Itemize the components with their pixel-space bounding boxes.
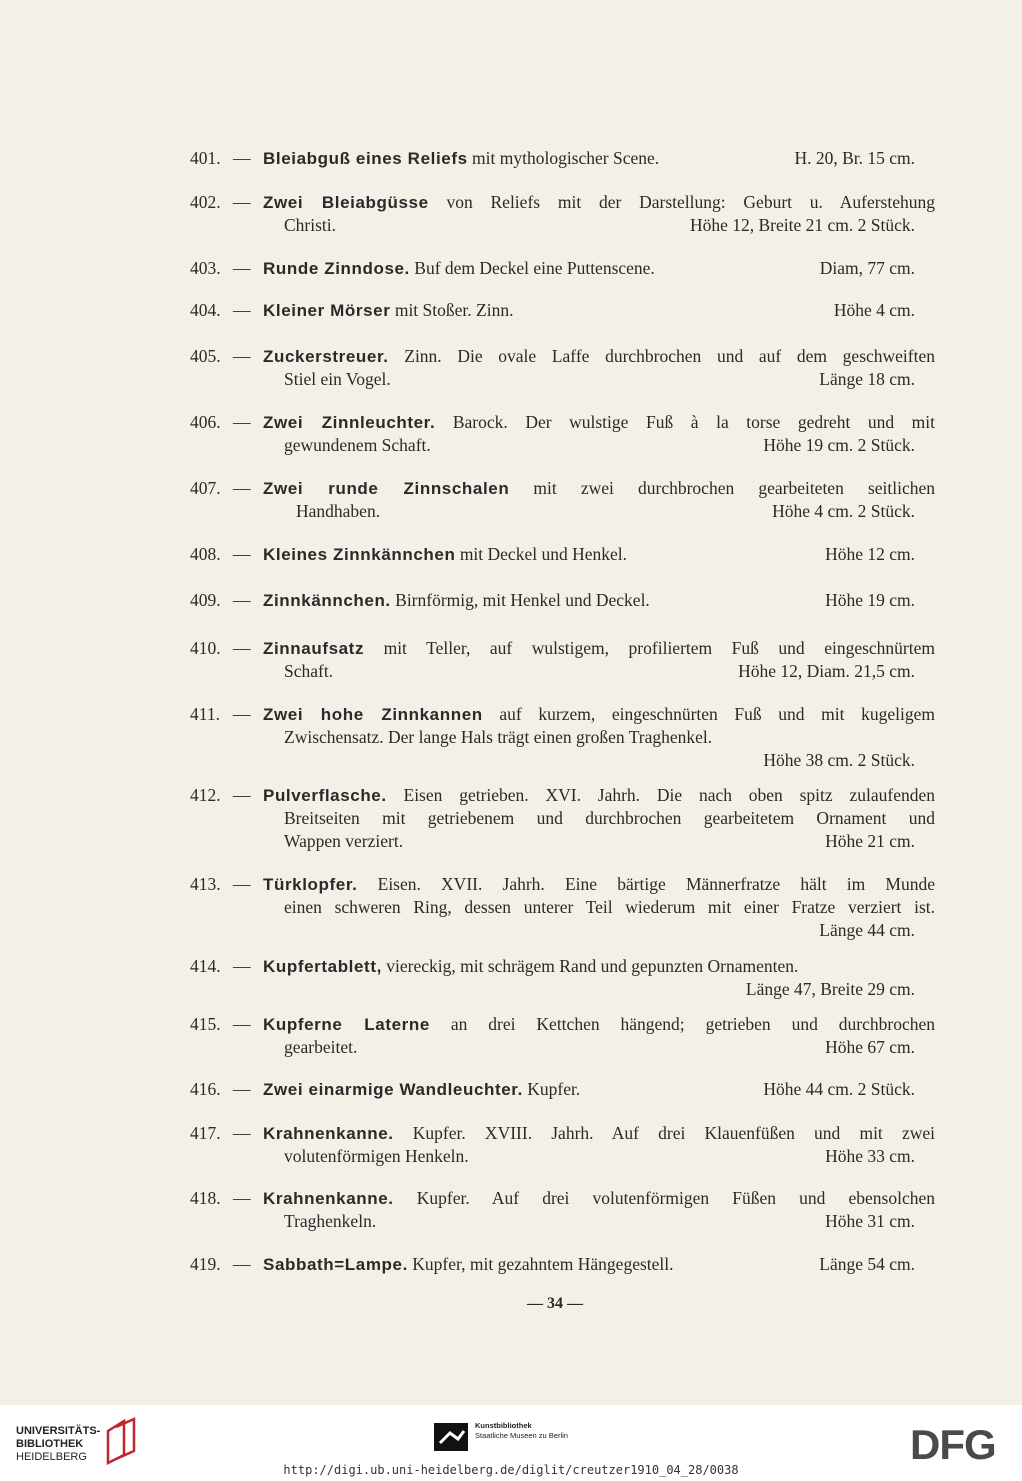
catalog-entry-403 (190, 257, 935, 280)
entry-description: mit Teller, auf wulstigem, profiliertem Fuß und eingeschnürtem (383, 638, 935, 658)
entry-title: Zwei Zinnleuchter. (263, 413, 436, 432)
catalog-entry-405 (190, 345, 935, 391)
entry-title: Kupferne Laterne (263, 1015, 430, 1034)
entry-number: 414. (190, 956, 221, 976)
entry-description: Zinn. Die ovale Laffe durchbrochen und auf dem geschweiften (404, 346, 936, 366)
entry-description: Kupfer. Auf drei volutenförmigen Füßen und ebensolchen (416, 1188, 936, 1208)
catalog-entry-411 (190, 703, 935, 772)
entry-measurement: Höhe 4 cm. 2 Stück. (772, 501, 915, 521)
entry-dash: — (233, 956, 251, 976)
entry-description: Birnförmig, mit Henkel und Deckel. (395, 590, 650, 610)
entry-description: an drei Kettchen hängend; getrieben und durchbrochen (450, 1014, 935, 1034)
entry-title: Bleiabguß eines Reliefs (263, 149, 468, 168)
dfg-logo: DFG (910, 1421, 996, 1468)
entry-title: Zwei hohe Zinnkannen (263, 705, 483, 724)
kunstbibliothek-logo-icon (434, 1423, 468, 1451)
entry-title: Zinnkännchen. (263, 591, 391, 610)
entry-title: Zwei einarmige Wandleuchter. (263, 1080, 523, 1099)
entry-continuation-2: Wappen verziert. (284, 831, 404, 851)
entry-dash: — (233, 590, 251, 610)
entry-measurement: Diam, 77 cm. (819, 258, 915, 278)
entry-number: 418. (190, 1188, 221, 1208)
entry-dash: — (233, 638, 251, 658)
entry-title: Sabbath=Lampe. (263, 1255, 408, 1274)
entry-number: 412. (190, 785, 221, 805)
catalog-entry-401 (190, 147, 935, 170)
entry-number: 413. (190, 874, 221, 894)
catalog-entry-409 (190, 589, 935, 612)
entry-continuation: Breitseiten mit getriebenem und durchbrochen gearbeitetem Ornament und (284, 808, 935, 828)
catalog-entry-415 (190, 1013, 935, 1059)
entry-description: Eisen getrieben. XVI. Jahrh. Die nach oben spitz zulaufenden (403, 785, 935, 805)
footer-bar (0, 1405, 1022, 1481)
entry-measurement: Höhe 4 cm. (833, 300, 915, 320)
entry-description: mit Stoßer. Zinn. (394, 300, 514, 320)
page-number: — 34 — (527, 1295, 583, 1312)
entry-number: 415. (190, 1014, 221, 1034)
entry-dash: — (233, 1014, 251, 1034)
entry-dash: — (233, 148, 251, 168)
ub-line-1: UNIVERSITÄTS- (16, 1425, 101, 1437)
entry-measurement: Höhe 19 cm. (825, 590, 915, 610)
entry-dash: — (233, 544, 251, 564)
entry-number: 404. (190, 300, 221, 320)
entry-number: 402. (190, 192, 221, 212)
entry-description: Buf dem Deckel eine Puttenscene. (414, 258, 655, 278)
entry-continuation: Traghenkeln. (284, 1211, 377, 1231)
entry-title: Kupfertablett, (263, 957, 382, 976)
entry-measurement: Höhe 44 cm. 2 Stück. (763, 1079, 915, 1099)
entry-description: Kupfer. (527, 1079, 581, 1099)
entry-description: mit Deckel und Henkel. (459, 544, 627, 564)
entry-number: 417. (190, 1123, 221, 1143)
entry-measurement: Höhe 19 cm. 2 Stück. (763, 435, 915, 455)
entry-title: Kleiner Mörser (263, 301, 391, 320)
entry-dash: — (233, 1123, 251, 1143)
catalog-entry-417 (190, 1122, 935, 1168)
entry-measurement: Höhe 38 cm. 2 Stück. (763, 750, 915, 770)
catalog-entry-410 (190, 637, 935, 683)
university-library-logo (16, 1425, 100, 1464)
entry-number: 403. (190, 258, 221, 278)
entry-description: auf kurzem, eingeschnürten Fuß und mit kugeligem (499, 704, 935, 724)
entry-dash: — (233, 1254, 251, 1274)
entry-measurement: Länge 44 cm. (819, 920, 915, 940)
entry-number: 411. (190, 704, 220, 724)
entry-continuation: gearbeitet. (284, 1037, 358, 1057)
entry-dash: — (233, 412, 251, 432)
entry-continuation: Zwischensatz. Der lange Hals trägt einen großen Traghenkel. (284, 727, 713, 747)
entry-title: Zuckerstreuer. (263, 347, 389, 366)
kb-line-2: Staatliche Museen zu Berlin (475, 1431, 568, 1440)
entry-measurement: Höhe 12 cm. (825, 544, 915, 564)
catalog-entry-406 (190, 411, 935, 457)
entry-dash: — (233, 346, 251, 366)
ub-line-2: BIBLIOTHEK (16, 1438, 84, 1450)
entry-description: Kupfer. XVIII. Jahrh. Auf drei Klauenfüßen und mit zwei (412, 1123, 935, 1143)
entry-measurement: Länge 54 cm. (819, 1254, 915, 1274)
entry-title: Krahnenkanne. (263, 1189, 394, 1208)
entry-measurement: Höhe 21 cm. (825, 831, 915, 851)
catalog-entry-414 (190, 955, 935, 1001)
entry-dash: — (233, 874, 251, 894)
entry-description: mit zwei durchbrochen gearbeiteten seitlichen (533, 478, 935, 498)
entry-measurement: Höhe 12, Breite 21 cm. 2 Stück. (689, 215, 915, 235)
entry-dash: — (233, 785, 251, 805)
entry-continuation: Stiel ein Vogel. (284, 369, 391, 389)
ub-line-3: HEIDELBERG (16, 1451, 87, 1463)
entry-description: mit mythologischer Scene. (472, 148, 660, 168)
entry-dash: — (233, 704, 251, 724)
catalog-entry-416 (190, 1078, 935, 1101)
catalog-entry-418 (190, 1187, 935, 1233)
entry-measurement: Länge 47, Breite 29 cm. (745, 979, 915, 999)
entry-description: Eisen. XVII. Jahrh. Eine bärtige Männerfratze hält im Munde (377, 874, 935, 894)
entry-number: 406. (190, 412, 221, 432)
entry-number: 407. (190, 478, 221, 498)
entry-dash: — (233, 478, 251, 498)
entry-continuation: Schaft. (284, 661, 334, 681)
source-url[interactable]: http://digi.ub.uni-heidelberg.de/diglit/creutzer1910_04_28/0038 (283, 1463, 739, 1477)
entry-dash: — (233, 1079, 251, 1099)
entry-number: 408. (190, 544, 221, 564)
entry-description: viereckig, mit schrägem Rand und gepunzten Ornamenten. (386, 956, 799, 976)
entry-title: Kleines Zinnkännchen (263, 545, 456, 564)
catalog-entry-404 (190, 299, 935, 322)
entry-description: von Reliefs mit der Darstellung: Geburt u. Auferstehung (446, 192, 935, 212)
entry-measurement: Höhe 31 cm. (825, 1211, 915, 1231)
entry-continuation: gewundenem Schaft. (284, 435, 431, 455)
entry-measurement: H. 20, Br. 15 cm. (794, 148, 915, 168)
entry-measurement: Länge 18 cm. (819, 369, 915, 389)
entry-number: 409. (190, 590, 221, 610)
entry-measurement: Höhe 33 cm. (825, 1146, 915, 1166)
entry-title: Zwei runde Zinnschalen (263, 479, 510, 498)
kb-line-1: Kunstbibliothek (475, 1421, 532, 1430)
entry-continuation: Handhaben. (296, 501, 381, 521)
catalog-entry-419 (190, 1253, 935, 1276)
entry-title: Runde Zinndose. (263, 259, 410, 278)
ub-book-icon (104, 1417, 142, 1465)
entry-number: 416. (190, 1079, 221, 1099)
catalog-entry-402 (190, 191, 935, 237)
entry-description: Kupfer, mit gezahntem Hängegestell. (412, 1254, 674, 1274)
catalog-entry-413 (190, 873, 935, 942)
entry-number: 405. (190, 346, 221, 366)
entry-measurement: Höhe 12, Diam. 21,5 cm. (738, 661, 915, 681)
entry-dash: — (233, 1188, 251, 1208)
entry-title: Krahnenkanne. (263, 1124, 394, 1143)
entry-number: 410. (190, 638, 221, 658)
catalog-entry-408 (190, 543, 935, 566)
entry-dash: — (233, 300, 251, 320)
kunstbibliothek-label (475, 1421, 568, 1441)
entry-title: Türklopfer. (263, 875, 358, 894)
catalog-entry-412 (190, 784, 935, 853)
entry-measurement: Höhe 67 cm. (825, 1037, 915, 1057)
entry-continuation: volutenförmigen Henkeln. (284, 1146, 469, 1166)
entry-continuation: Christi. (284, 215, 337, 235)
entry-description: Barock. Der wulstige Fuß à la torse gedreht und mit (452, 412, 936, 432)
entry-title: Zwei Bleiabgüsse (263, 193, 429, 212)
entry-number: 401. (190, 148, 221, 168)
entry-title: Pulverflasche. (263, 786, 387, 805)
catalog-entry-407 (190, 477, 935, 523)
entry-title: Zinnaufsatz (263, 639, 365, 658)
entry-continuation: einen schweren Ring, dessen unterer Teil wiederum mit einer Fratze verziert ist. (284, 897, 935, 917)
entry-dash: — (233, 258, 251, 278)
entry-number: 419. (190, 1254, 221, 1274)
entry-dash: — (233, 192, 251, 212)
